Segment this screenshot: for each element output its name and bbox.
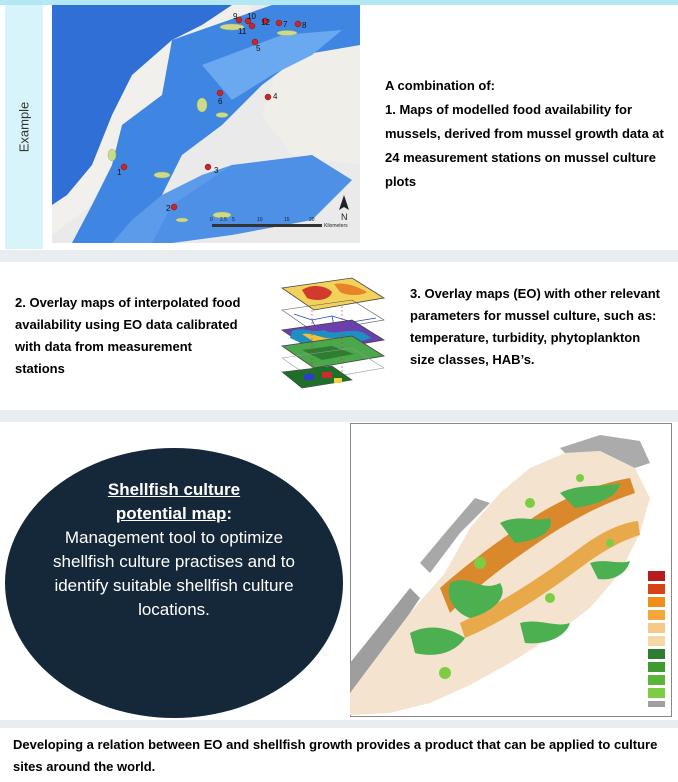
station-label: 11 [238, 27, 247, 36]
station-label: 3 [214, 166, 219, 175]
callout-title-colon: : [226, 504, 233, 523]
station-label: 9 [233, 12, 238, 21]
example-tab-label: Example [16, 101, 32, 153]
shellfish-potential-callout [5, 448, 343, 718]
footer-text: Developing a relation between EO and shellfish growth provides a product that can be applied to culture sites around the world. [13, 737, 658, 774]
section1-item: 1. Maps of modelled food availability for mussels, derived from mussel growth data at 24 measurement stations on mussel culture plots [385, 102, 664, 189]
svg-text:2.5: 2.5 [220, 217, 227, 223]
svg-text:Kilometers: Kilometers [324, 223, 348, 229]
svg-text:20: 20 [309, 217, 315, 223]
separator [0, 250, 678, 262]
station-label: 4 [273, 92, 278, 101]
station-label: 8 [302, 21, 307, 30]
station-label: 7 [283, 20, 288, 29]
svg-text:10: 10 [257, 217, 263, 223]
station-label: 12 [261, 18, 270, 27]
svg-text:5: 5 [232, 217, 235, 223]
station-label: 2 [166, 204, 171, 213]
svg-text:15: 15 [284, 217, 290, 223]
shellfish-potential-map [350, 423, 672, 717]
section1-heading: A combination of: [385, 78, 496, 93]
separator [0, 720, 678, 728]
svg-text:N: N [341, 212, 348, 222]
svg-text:0: 0 [210, 217, 213, 223]
station-label: 1 [117, 168, 122, 177]
section1-text [385, 74, 670, 194]
callout-body: Management tool to optimize shellfish culture practises and to identify suitable shellfish culture locations. [53, 528, 295, 619]
layered-maps-icon [272, 268, 396, 390]
callout-title-line2: potential map [115, 504, 227, 523]
station-label: 10 [247, 12, 256, 21]
section2-left-text: 2. Overlay maps of interpolated food availability using EO data calibrated with data from measurement stations [15, 295, 241, 376]
station-label: 6 [218, 97, 223, 106]
station-label: 5 [256, 44, 261, 53]
separator [0, 410, 678, 422]
callout-title-line1: Shellfish culture [107, 480, 241, 499]
food-availability-map [52, 5, 360, 243]
section2-right-text: 3. Overlay maps (EO) with other relevant parameters for mussel culture, such as: temperature, turbidity, phytoplankton size classes, HAB’s. [410, 286, 660, 367]
example-side-tab [5, 5, 43, 249]
